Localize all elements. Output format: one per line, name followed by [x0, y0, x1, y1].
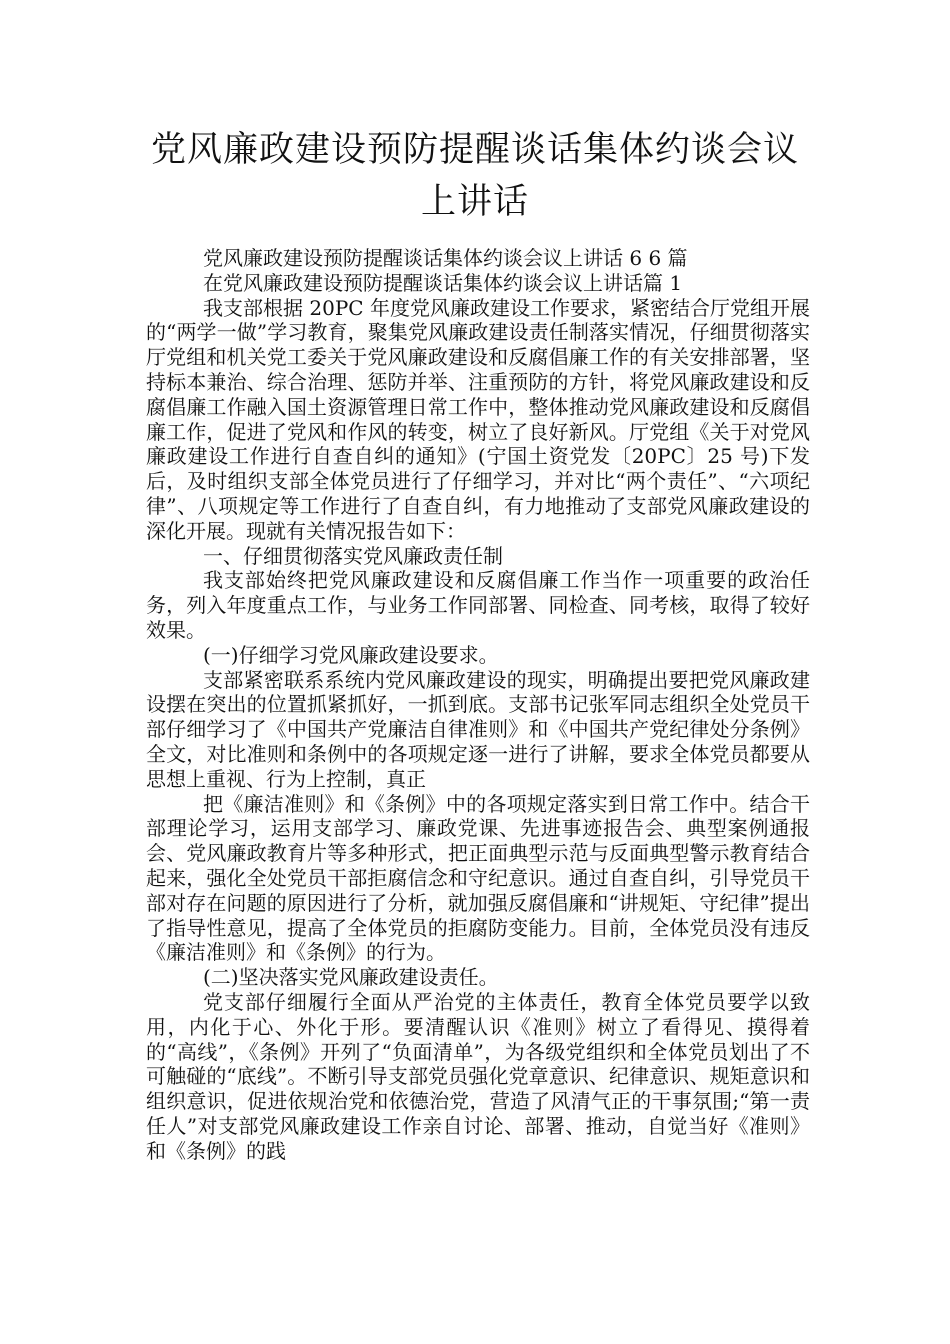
paragraph: 我支部始终把党风廉政建设和反腐倡廉工作当作一项重要的政治任务，列入年度重点工作，与业务工作同部署、同检查、同考核，取得了较好效果。 — [146, 568, 810, 642]
paragraph: 党支部仔细履行全面从严治党的主体责任，教育全体党员要学以致用，内化于心、外化于形。要清醒认识《准则》树立了看得见、摸得着的“高线”，《条例》开列了“负面清单”，为各级党组织和全体党员划出了不可触碰的“底线”。不断引导支部党员强化党章意识、纪律意识、规矩意识和组织意识，促进依规治党和依德治党，营造了风清气正的干事氛围;“第一责任人”对支部党风廉政建设工作亲自讨论、部署、推动，自觉当好《准则》和《条例》的践 — [146, 989, 810, 1163]
document-title — [120, 124, 830, 228]
paragraph-intro: 我支部根据 20PC 年度党风廉政建设工作要求，紧密结合厅党组开展的“两学一做”学习教育，聚集党风廉政建设责任制落实情况，仔细贯彻落实厅党组和机关党工委关于党风廉政建设和反腐倡廉工作的有关安排部署，坚持标本兼治、综合治理、惩防并举、注重预防的方针，将党风廉政建设和反腐倡廉工作融入国土资源管理日常工作中，整体推动党风廉政建设和反腐倡廉工作，促进了党风和作风的转变，树立了良好新风。厅党组《关于对党风廉政建设工作进行自查自纠的通知》(宁国土资党发〔20PC〕25 号)下发后，及时组织支部全体党员进行了仔细学习，并对比“两个责任”、“六项纪律”、八项规定等工作进行了自查自纠，有力地推动了支部党风廉政建设的深化开展。现就有关情况报告如下： — [146, 295, 810, 543]
subheading-2: (二)坚决落实党风廉政建设责任。 — [203, 965, 499, 990]
title-line-1: 党风廉政建设预防提醒谈话集体约谈会议 — [150, 130, 799, 170]
title-line-2: 上讲话 — [420, 182, 529, 222]
paragraph: 支部紧密联系系统内党风廉政建设的现实，明确提出要把党风廉政建设摆在突出的位置抓紧抓好，一抓到底。支部书记张军同志组织全处党员干部仔细学习了《中国共产党廉洁自律准则》和《中国共产党纪律处分条例》全文，对比准则和条例中的各项规定逐一进行了讲解，要求全体党员都要从思想上重视、行为上控制，真正 — [146, 667, 810, 791]
subtitle-line: 党风廉政建设预防提醒谈话集体约谈会议上讲话 6 6 篇 — [203, 246, 688, 270]
document-body — [146, 246, 810, 1163]
heading-1: 一、仔细贯彻落实党风廉政责任制 — [203, 543, 503, 568]
paragraph: 把《廉洁准则》和《条例》中的各项规定落实到日常工作中。结合干部理论学习，运用支部学习、廉政党课、先进事迹报告会、典型案例通报会、党风廉政教育片等多种形式，把正面典型示范与反面典型警示教育结合起来，强化全处党员干部拒腐信念和守纪意识。通过自查自纠，引导党员干部对存在问题的原因进行了分析，就加强反腐倡廉和“讲规矩、守纪律”提出了指导性意见，提高了全体党员的拒腐防变能力。目前，全体党员没有违反《廉洁准则》和《条例》的行为。 — [146, 791, 810, 965]
section-heading: 在党风廉政建设预防提醒谈话集体约谈会议上讲话篇 1 — [203, 270, 683, 295]
subheading-1: (一)仔细学习党风廉政建设要求。 — [203, 642, 499, 667]
